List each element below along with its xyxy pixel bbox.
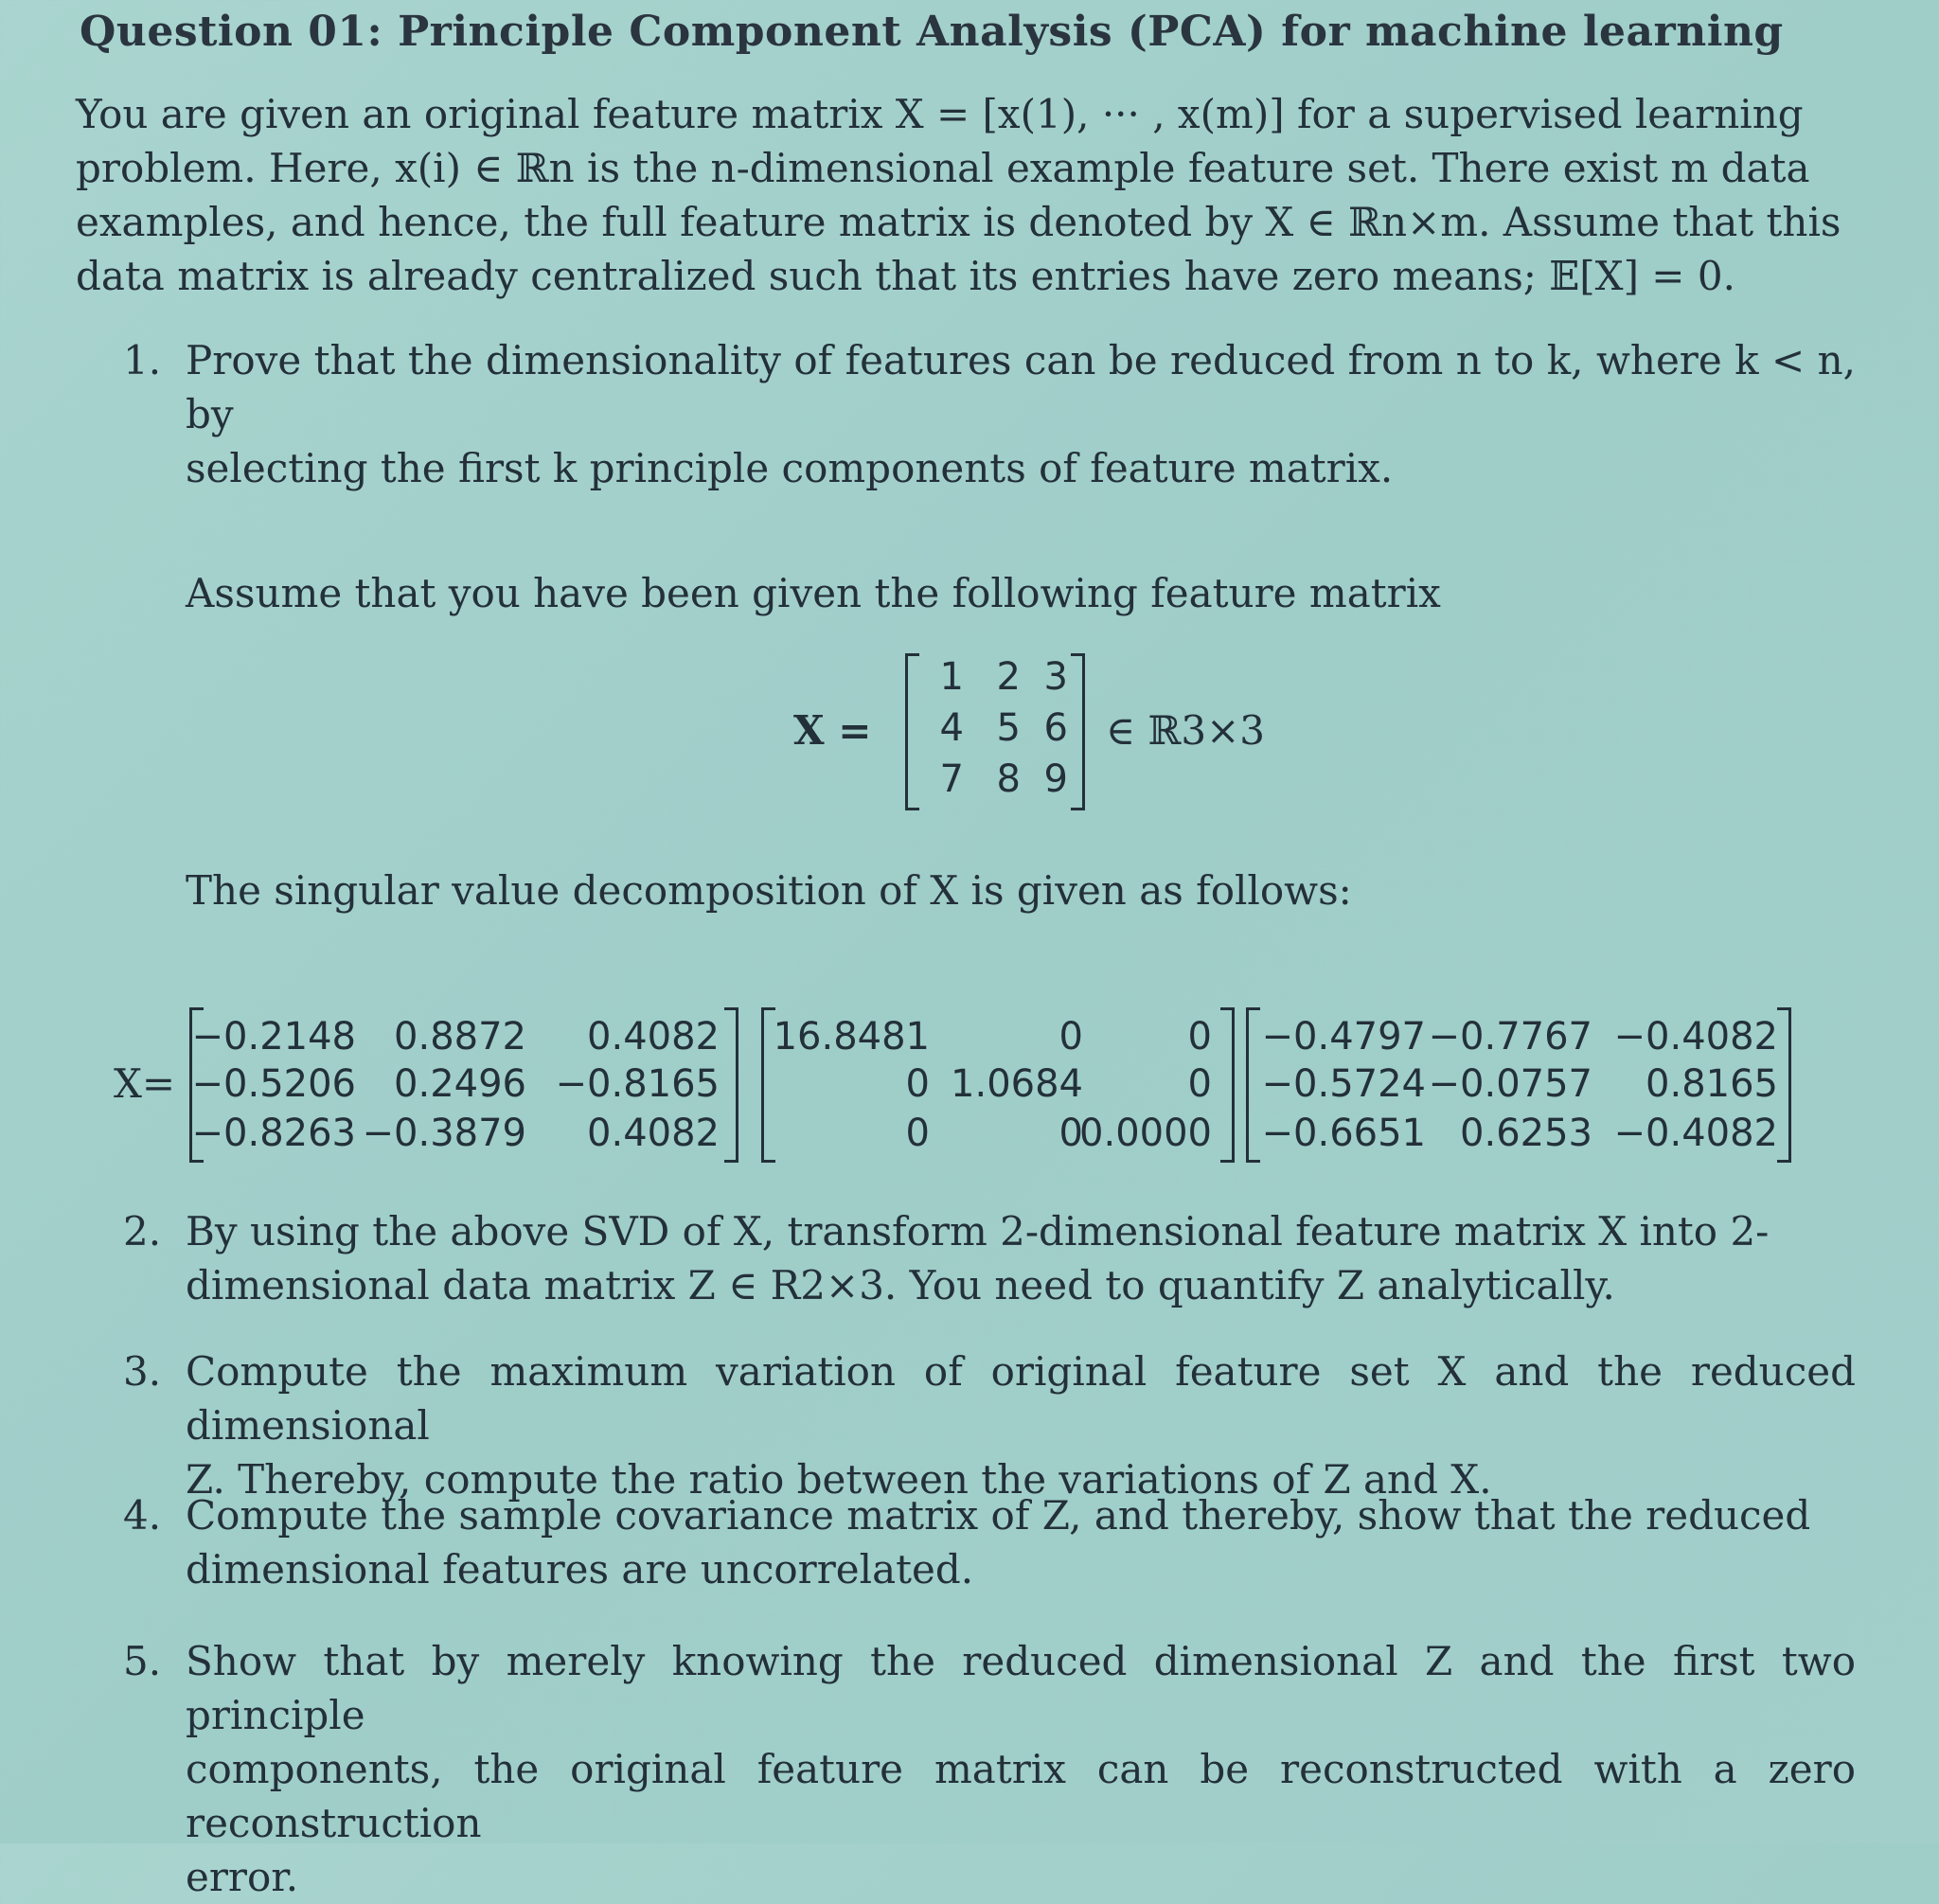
question-line: By using the above SVD of X, transform 2-dimensional feature matrix X into 2- <box>186 1208 1770 1255</box>
question-title: Question 01: Principle Component Analysis (PCA) for machine learning <box>80 8 1784 56</box>
matrix-cell: −0.4082 <box>1613 1112 1778 1155</box>
intro-line: You are given an original feature matrix X = [x(1), ··· , x(m)] for a supervised learning <box>76 91 1804 137</box>
question-line: components, the original feature matrix can be reconstructed with a zero reconstruction <box>186 1746 1856 1846</box>
right-bracket <box>1777 1007 1791 1163</box>
question-line: Compute the maximum variation of original feature set X and the reduced dimensional <box>186 1348 1856 1449</box>
matrix-cell: −0.5724 <box>1261 1062 1426 1106</box>
question-item-5 <box>123 1634 1856 1904</box>
matrix-cell: −0.4797 <box>1261 1015 1426 1059</box>
matrix-cell: −0.2148 <box>191 1015 356 1059</box>
matrix-cell: 1 <box>939 655 964 699</box>
intro-line: examples, and hence, the full feature matrix is denoted by X ∈ ℝn×m. Assume that this <box>76 199 1841 245</box>
matrix-cell: 3 <box>1043 655 1068 699</box>
question-item-1 <box>123 333 1856 495</box>
question-line: Prove that the dimensionality of features can be reduced from n to k, where k < n, by <box>186 337 1856 437</box>
feature-matrix-x <box>905 653 1085 810</box>
question-line: Z. Thereby, compute the ratio between the variations of Z and X. <box>186 1456 1492 1503</box>
assume-text: Assume that you have been given the following feature matrix <box>186 570 1441 616</box>
question-number: 1. <box>123 337 162 383</box>
matrix-cell: 4 <box>939 706 964 750</box>
intro-paragraph <box>76 87 1846 303</box>
matrix-cell: 0 <box>1058 1015 1083 1059</box>
svd-x-label: X= <box>114 1060 176 1107</box>
matrix-x-label: X = <box>793 707 872 754</box>
matrix-cell: −0.5206 <box>191 1062 356 1106</box>
matrix-cell: −0.0757 <box>1428 1062 1592 1106</box>
question-line: error. <box>186 1854 299 1900</box>
matrix-cell: −0.3879 <box>362 1112 526 1155</box>
matrix-cell: 16.8481 <box>773 1015 930 1059</box>
matrix-cell: 0 <box>1187 1015 1212 1059</box>
matrix-cell: 1.0684 <box>951 1062 1083 1106</box>
question-number: 2. <box>123 1208 162 1255</box>
matrix-cell: 0 <box>905 1112 930 1155</box>
left-bracket <box>1246 1007 1260 1163</box>
matrix-cell: −0.8263 <box>191 1112 356 1155</box>
right-bracket <box>1071 653 1085 810</box>
matrix-x-domain: ∈ ℝ3×3 <box>1106 707 1265 754</box>
matrix-cell: 0.6253 <box>1460 1112 1592 1155</box>
question-number: 5. <box>123 1638 162 1684</box>
matrix-cell: 0.8872 <box>394 1015 526 1059</box>
right-bracket <box>1220 1007 1235 1163</box>
question-item-3 <box>123 1344 1856 1506</box>
matrix-cell: −0.7767 <box>1428 1015 1592 1059</box>
matrix-cell: 2 <box>996 655 1021 699</box>
matrix-cell: 9 <box>1043 757 1068 801</box>
matrix-cell: −0.6651 <box>1261 1112 1426 1155</box>
matrix-cell: −0.4082 <box>1613 1015 1778 1059</box>
matrix-cell: 0 <box>905 1062 930 1106</box>
matrix-cell: 0.4082 <box>587 1015 720 1059</box>
matrix-cell: 0.4082 <box>587 1112 720 1155</box>
matrix-cell: 0.0000 <box>1079 1112 1212 1155</box>
right-bracket <box>724 1007 738 1163</box>
question-line: dimensional features are uncorrelated. <box>186 1546 974 1593</box>
matrix-cell: 5 <box>996 706 1021 750</box>
matrix-cell: 8 <box>996 757 1021 801</box>
left-bracket <box>905 653 919 810</box>
svd-matrix-sigma <box>761 1007 1235 1163</box>
matrix-cell: 7 <box>939 757 964 801</box>
question-item-2 <box>123 1204 1856 1312</box>
svd-matrix-u <box>189 1007 738 1163</box>
matrix-cell: 0.2496 <box>394 1062 526 1106</box>
intro-line: problem. Here, x(i) ∈ ℝn is the n-dimensional example feature set. There exist m data <box>76 145 1810 191</box>
question-line: Show that by merely knowing the reduced dimensional Z and the first two principle <box>186 1638 1856 1738</box>
question-line: selecting the first k principle components of feature matrix. <box>186 445 1394 491</box>
matrix-cell: 0 <box>1058 1112 1083 1155</box>
matrix-cell: −0.8165 <box>555 1062 720 1106</box>
svd-matrix-v <box>1246 1007 1791 1163</box>
svd-text: The singular value decomposition of X is given as follows: <box>186 867 1352 914</box>
matrix-cell: 6 <box>1043 706 1068 750</box>
matrix-cell: 0.8165 <box>1645 1062 1778 1106</box>
question-item-4 <box>123 1488 1856 1596</box>
matrix-cell: 0 <box>1187 1062 1212 1106</box>
question-line: Compute the sample covariance matrix of Z, and thereby, show that the reduced <box>186 1492 1811 1539</box>
question-number: 4. <box>123 1492 162 1539</box>
intro-line: data matrix is already centralized such that its entries have zero means; 𝔼[X] = 0. <box>76 253 1735 299</box>
question-number: 3. <box>123 1348 162 1395</box>
question-line: dimensional data matrix Z ∈ R2×3. You need to quantify Z analytically. <box>186 1262 1615 1308</box>
